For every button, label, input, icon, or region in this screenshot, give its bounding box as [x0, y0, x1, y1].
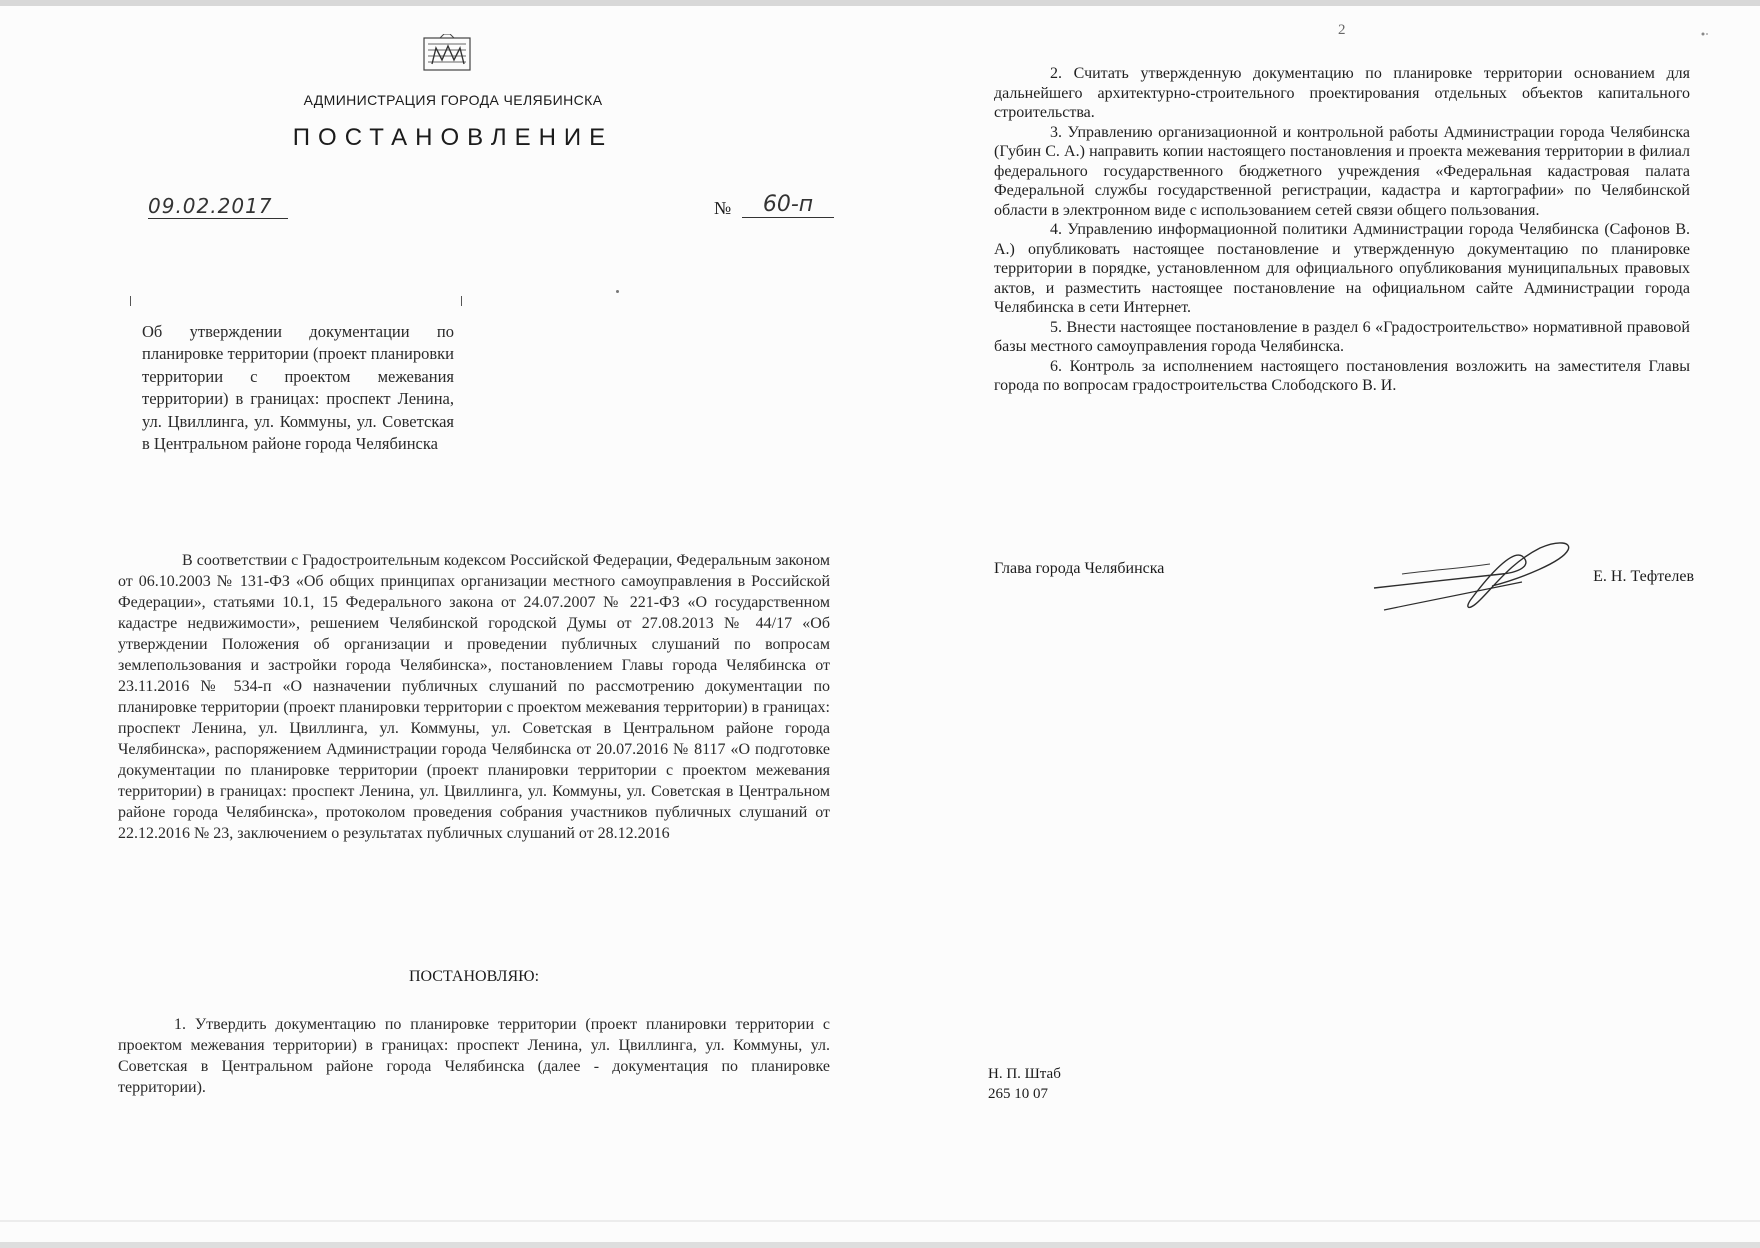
number-label: №	[714, 198, 732, 218]
decree-item-3: 3. Управлению организационной и контрольной работы Администрации города Челябинска (Губин С. А.) направить копии настоящего постановления и проекта межевания территории в филиал федерального государственного бюджетного учреждения «Федеральная кадастровая палата Федеральной службы государственной регистрации, кадастра и картографии» по Челябинской области в электронном виде с использованием сетей связи общего пользования.	[994, 123, 1690, 219]
document-type: ПОСТАНОВЛЕНИЕ	[292, 124, 614, 151]
scan-speck	[616, 290, 619, 293]
coat-of-arms-icon	[418, 34, 476, 74]
scan-artifact	[1700, 30, 1708, 38]
scan-edge-bottom	[0, 1242, 1760, 1248]
subject-bracket	[130, 296, 462, 306]
document-date: 09.02.2017	[148, 194, 288, 219]
document-number: 60-п	[742, 192, 834, 218]
signatory-title: Глава города Челябинска	[994, 560, 1165, 577]
executor-name: Н. П. Штаб	[988, 1066, 1061, 1082]
decree-item-5: 5. Внести настоящее постановление в раздел 6 «Градостроительство» нормативной правовой базы местного самоуправления города Челябинска.	[994, 318, 1690, 355]
decree-items	[994, 64, 1690, 396]
scan-fold-line	[0, 1220, 1760, 1222]
decree-item-6: 6. Контроль за исполнением настоящего постановления возложить на заместителя Главы города по вопросам градостроительства Слободского В. И.	[994, 357, 1690, 394]
page-number: 2	[1338, 22, 1346, 38]
scan-edge-top	[0, 0, 1760, 6]
issuer-title: АДМИНИСТРАЦИЯ ГОРОДА ЧЕЛЯБИНСКА	[303, 92, 603, 108]
handwritten-signature	[1372, 534, 1592, 624]
document-subject: Об утверждении документации по планировке территории (проект планировки территории с проектом межевания территории) в границах: проспект Ленина, ул. Цвиллинга, ул. Коммуны, ул. Советская в Центральном районе города Челябинска	[142, 321, 454, 453]
preamble: В соответствии с Градостроительным кодексом Российской Федерации, Федеральным законом от 06.10.2003 № 131-ФЗ «Об общих принципах организации местного самоуправления в Российской Федерации», статьями 10.1, 15 Федерального закона от 24.07.2007 № 221-ФЗ «О государственном кадастре недвижимости», решением Челябинской городской Думы от 27.08.2013 № 44/17 «Об утверждении Положения об организации и проведении публичных слушаний по вопросам землепользования и застройки города Челябинска», постановлением Главы города Челябинска от 23.11.2016 № 534-п «О назначении публичных слушаний по рассмотрению документации по планировке территории (проект планировки территории с проектом межевания территории) в границах: проспект Ленина, ул. Цвиллинга, ул. Коммуны, ул. Советская в Центральном районе города Челябинска», распоряжением Администрации города Челябинска от 20.07.2016 № 8117 «О подготовке документации по планировке территории (проект планировки территории с проектом межевания территории) в границах: проспект Ленина, ул. Цвиллинга, ул. Коммуны, ул. Советская в Центральном районе города Челябинска», протоколом проведения собрания участников публичных слушаний от 22.12.2016 № 23, заключением о результатах публичных слушаний от 28.12.2016	[118, 552, 830, 842]
resolve-heading: ПОСТАНОВЛЯЮ:	[408, 968, 540, 985]
decree-item-4: 4. Управлению информационной политики Администрации города Челябинска (Сафонов В. А.) опубликовать настоящее постановление и утвержденную документацию по планировке территории в порядке, установленном для официального опубликования муниципальных правовых актов, и разместить настоящее постановление на официальном сайте Администрации города Челябинска в сети Интернет.	[994, 221, 1690, 316]
decree-item-2: 2. Считать утвержденную документацию по планировке территории основанием для дальнейшего архитектурно-строительного проектирования отдельных объектов капитального строительства.	[994, 65, 1690, 121]
signatory-name: Е. Н. Тефтелев	[1593, 568, 1694, 585]
decree-item-1: 1. Утвердить документацию по планировке территории (проект планировки территории с проектом межевания территории) в границах: проспект Ленина, ул. Цвиллинга, ул. Коммуны, ул. Советская в Центральном районе города Челябинска (далее - документация по планировке территории).	[118, 1016, 830, 1096]
executor-phone: 265 10 07	[988, 1086, 1048, 1102]
